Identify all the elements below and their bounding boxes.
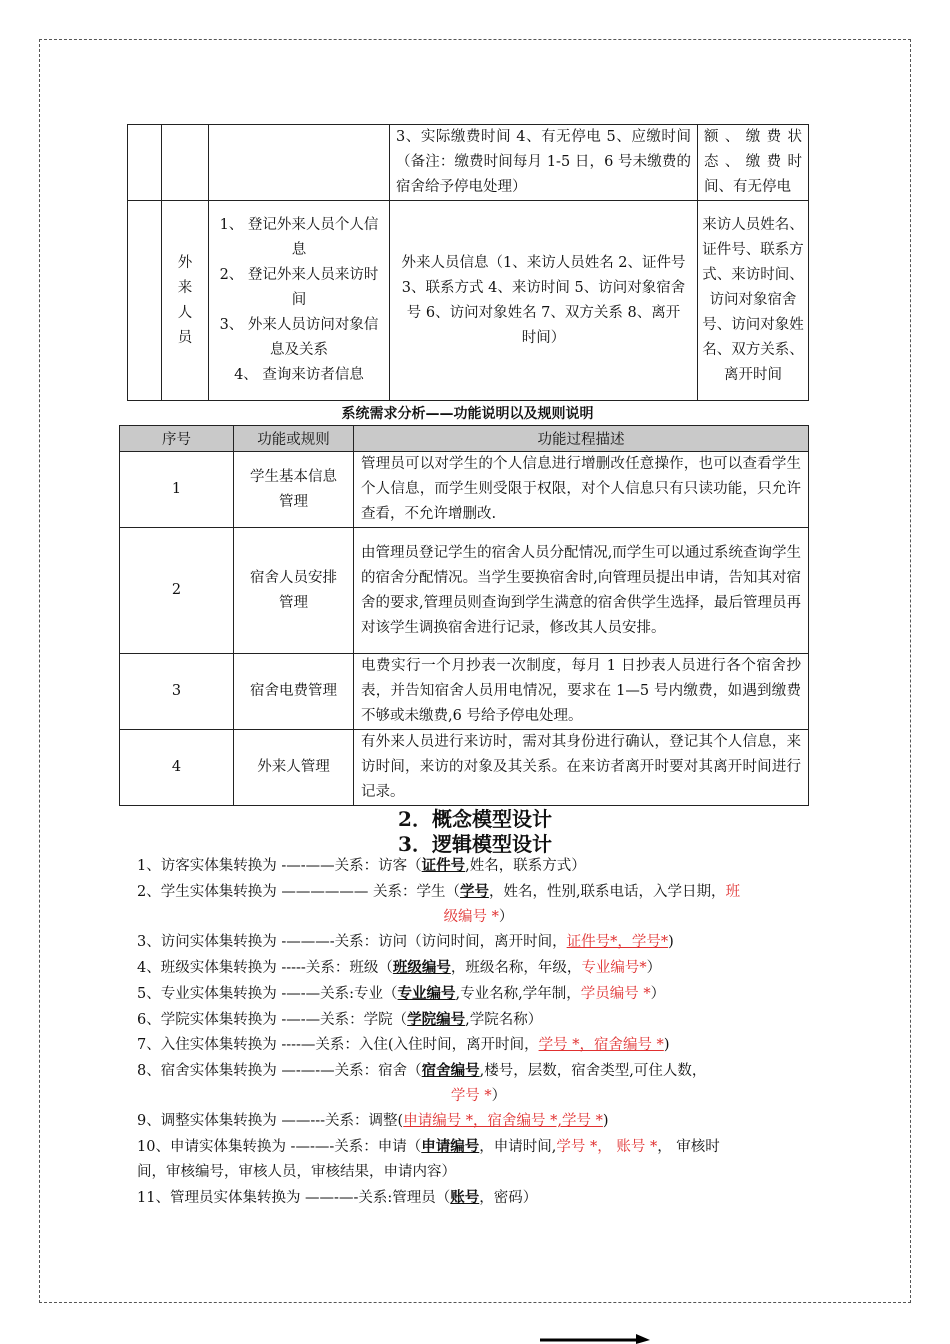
row-name: 宿舍人员安排管理 (234, 528, 354, 654)
list-item-continuation: 间，审核编号，审核人员，审核结果，申请内容） (137, 1164, 456, 1180)
requirements-table (127, 124, 809, 401)
list-item: 1、 登记外来人员个人信息 (219, 217, 379, 258)
heading-logic-model: 3．逻辑模型设计 (398, 832, 552, 856)
list-item: 1、访客实体集转换为 -—-——关系：访客（证件号,姓名，联系方式） (137, 857, 586, 874)
primary-key: 班级编号 (392, 959, 451, 976)
row-desc: 有外来人员进行来访时，需对其身份进行确认，登记其个人信息，来访时间，来访的对象及其关系。在来访者离开时要对其离开时间进行记录。 (354, 730, 809, 806)
list-item: 11、管理员实体集转换为 ——-—-关系:管理员（账号，密码） (137, 1189, 538, 1206)
data-cell: 额、缴费状态、缴费时间、有无停电 (698, 125, 809, 201)
row-desc: 由管理员登记学生的宿舍人员分配情况,而学生可以通过系统查询学生的宿舍分配情况。当学生要换宿舍时,向管理员提出申请，告知其对宿舍的要求,管理员则查询到学生满意的宿舍供学生选择，最后管理员再对该学生调换宿舍进行记录，修改其人员安排。 (354, 528, 809, 654)
list-item: 3、访问实体集转换为 -———-关系：访问（访问时间，离开时间，证件号*，学号*) (137, 934, 674, 950)
primary-key: 学号 (459, 883, 489, 900)
primary-key: 证件号 (421, 857, 466, 874)
row-name: 学生基本信息管理 (234, 452, 354, 528)
primary-key: 申请编号 (421, 1138, 480, 1155)
list-item: 2、学生实体集转换为 —————— 关系：学生（学号，姓名，性别,联系电话，入学日期，班 (137, 883, 741, 900)
header-desc: 功能过程描述 (354, 426, 809, 452)
row-no: 1 (120, 452, 234, 528)
list-item: 6、学院实体集转换为 -—-—关系：学院（学院编号,学院名称） (137, 1011, 543, 1028)
heading-concept-model: 2．概念模型设计 (398, 807, 552, 831)
foreign-key: 学号 * (450, 1088, 492, 1104)
function-list-cell (209, 201, 390, 401)
list-item-continuation: 级编号 *） (443, 909, 514, 925)
table-row (120, 452, 809, 528)
list-item: 5、专业实体集转换为 -—-—关系:专业（专业编号,专业名称,学年制，学员编号 *） (137, 985, 666, 1002)
primary-key: 宿舍编号 (421, 1062, 480, 1079)
arrow-right-icon (540, 1330, 650, 1344)
table-row (120, 730, 809, 806)
header-name: 功能或规则 (234, 426, 354, 452)
foreign-key: 级编号 * (443, 909, 499, 925)
row-desc: 管理员可以对学生的个人信息进行增删改任意操作，也可以查看学生个人信息，而学生则受限于权限，对个人信息只有只读功能，只允许查看，不允许增删改. (354, 452, 809, 528)
foreign-key: 学号 *，宿舍编号 * (538, 1037, 664, 1053)
table-header (120, 426, 809, 452)
table-row (128, 201, 809, 401)
list-item: 2、 登记外来人员来访时间 (219, 267, 379, 308)
row-name: 外来人管理 (234, 730, 354, 806)
list-item: 9、调整实体集转换为 ——---关系：调整(申请编号 *，宿舍编号 *,学号 *) (137, 1113, 609, 1129)
process-cell: 3、实际缴费时间 4、有无停电 5、应缴时间（备注：缴费时间每月 1-5 日，6 号未缴费的宿舍给予停电处理） (390, 125, 698, 201)
list-item: 8、宿舍实体集转换为 —-—-—关系：宿舍（宿舍编号,楼号，层数，宿舍类型,可住人数， (137, 1062, 707, 1079)
list-item: 4、班级实体集转换为 -----关系：班级（班级编号，班级名称，年级，专业编号*） (137, 959, 662, 976)
table-row (120, 528, 809, 654)
list-item: 7、入住实体集转换为 ----—关系：入住(入住时间，离开时间，学号 *，宿舍编号 *) (137, 1037, 670, 1053)
table-row (128, 125, 809, 201)
primary-key: 学院编号 (407, 1011, 466, 1028)
list-item: 10、申请实体集转换为 -—-—-关系：申请（申请编号，申请时间,学号 *， 账号 *， 审核时 (137, 1138, 720, 1155)
foreign-key: 学号 *， 账号 * (556, 1139, 658, 1155)
process-cell: 外来人员信息（1、来访人员姓名 2、证件号 3、联系方式 4、来访时间 5、访问对象宿舍号 6、访问对象姓名 7、双方关系 8、离开时间） (390, 201, 698, 401)
data-cell: 来访人员姓名、证件号、联系方式、来访时间、访问对象宿舍号、访问对象姓名、双方关系、离开时间 (698, 201, 809, 401)
relation-list (137, 853, 820, 1211)
row-no: 2 (120, 528, 234, 654)
primary-key: 专业编号 (397, 985, 456, 1002)
list-item: 3、 外来人员访问对象信息及关系 (219, 317, 379, 358)
row-desc: 电费实行一个月抄表一次制度，每月 1 日抄表人员进行各个宿舍抄表，并告知宿舍人员用电情况，要求在 1—5 号内缴费，如遇到缴费不够或未缴费,6 号给予停电处理。 (354, 654, 809, 730)
row-no: 3 (120, 654, 234, 730)
foreign-key: 学员编号 * (580, 986, 651, 1002)
entity-cell: 外 来 人 员 (162, 201, 209, 401)
row-no: 4 (120, 730, 234, 806)
header-no: 序号 (120, 426, 234, 452)
foreign-key: 专业编号* (581, 960, 647, 976)
table-row (120, 654, 809, 730)
list-item: 4、 查询来访者信息 (234, 367, 364, 383)
foreign-key: 申请编号 *，宿舍编号 *,学号 * (403, 1113, 603, 1129)
rules-table (119, 425, 809, 806)
foreign-key: 班 (725, 884, 741, 900)
primary-key: 账号 (450, 1189, 480, 1206)
row-name: 宿舍电费管理 (234, 654, 354, 730)
list-item-continuation: 学号 *） (450, 1088, 507, 1104)
table-caption: 系统需求分析——功能说明以及规则说明 (341, 406, 594, 422)
foreign-key: 证件号*，学号* (566, 934, 669, 950)
